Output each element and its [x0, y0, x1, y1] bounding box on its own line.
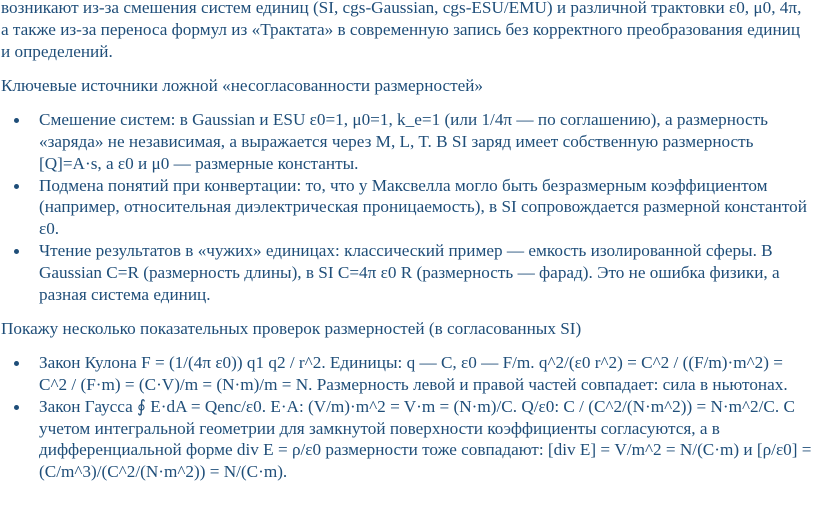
list-item: Чтение результатов в «чужих» единицах: классический пример — емкость изолированной сферы. В Gaussian C=R (размерность длины), в SI C=4π ε0 R (размерность — фарад). Это не ошибка физики, а разная система единиц.	[1, 240, 812, 305]
list-item: Подмена понятий при конвертации: то, что у Максвелла могло быть безразмерным коэффициентом (например, относительная диэлектрическая проницаемость), в SI сопровождается размерной константой ε0.	[1, 175, 812, 240]
list-item: Смешение систем: в Gaussian и ESU ε0=1, μ0=1, k_e=1 (или 1/4π — по соглашению), а размерность «заряда» не независимая, а выражается через M, L, T. В SI заряд имеет собственную размерность [Q]=A·s, а ε0 и μ0 — размерные константы.	[1, 109, 812, 174]
list-item: Закон Кулона F = (1/(4π ε0)) q1 q2 / r^2. Единицы: q — C, ε0 — F/m. q^2/(ε0 r^2) = C^2 / ((F/m)·m^2) = C^2 / (F·m) = (C·V)/m = (N·m)/m = N. Размерность левой и правой частей совпадает: сила в ньютонах.	[1, 352, 812, 396]
heading-checks: Покажу несколько показательных проверок размерностей (в согласованных SI)	[1, 319, 582, 339]
checks-list	[1, 352, 812, 483]
heading-sources: Ключевые источники ложной «несогласованности размерностей»	[1, 76, 484, 96]
list-item: Закон Гаусса ∮ E·dA = Qenc/ε0. E·A: (V/m)·m^2 = V·m = (N·m)/C. Q/ε0: C / (C^2/(N·m^2)) = N·m^2/C. С учетом интегральной геометрии для замкнутой поверхности коэффициенты согласуются, а в дифференциальной форме div E = ρ/ε0 размерности тоже совпадают: [div E] = V/m^2 = N/(C·m) и [ρ/ε0] = (C/m^3)/(C^2/(N·m^2)) = N/(C·m).	[1, 396, 812, 483]
intro-paragraph: возникают из-за смешения систем единиц (SI, cgs-Gaussian, cgs-ESU/EMU) и различной трактовки ε0, μ0, 4π, а также из-за переноса формул из «Трактата» в современную запись без корректного преобразования единиц и определений.	[1, 0, 802, 61]
sources-list	[1, 109, 812, 305]
